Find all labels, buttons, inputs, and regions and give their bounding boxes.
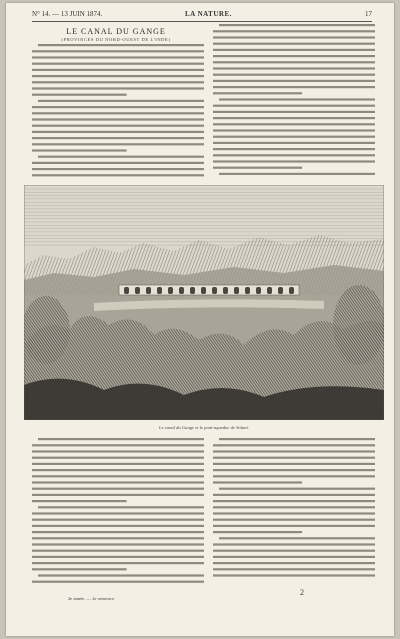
text-line: [213, 67, 375, 69]
text-line: [213, 562, 375, 564]
text-line: [213, 550, 375, 552]
running-header: [32, 10, 372, 20]
text-line: [32, 469, 204, 471]
text-line: [213, 36, 375, 38]
text-line: [32, 531, 204, 533]
figure-caption: Le canal du Gange et le pont-aqueduc de Solani.: [159, 425, 249, 430]
text-line: [32, 475, 204, 477]
text-line: [213, 457, 375, 459]
text-line: [213, 568, 375, 570]
text-line: [32, 488, 204, 490]
text-line: [32, 457, 204, 459]
arch: [212, 287, 217, 294]
arch: [245, 287, 250, 294]
text-line: [213, 574, 375, 576]
arch: [223, 287, 228, 294]
text-line: [32, 81, 204, 83]
text-line: [32, 568, 127, 570]
arch: [124, 287, 129, 294]
article-subtitle: (PROVINCES DU NORD-OUEST DE L'INDE): [61, 37, 171, 42]
text-line: [213, 160, 375, 162]
engraving-illustration: [24, 185, 384, 420]
column-text-bottom-right: [213, 438, 378, 588]
article-title: LE CANAL DU GANGE: [66, 27, 166, 36]
text-line: [32, 444, 204, 446]
text-line: [32, 106, 204, 108]
text-line: [213, 481, 302, 483]
text-line: [32, 550, 204, 552]
arch: [234, 287, 239, 294]
text-line: [32, 143, 204, 145]
text-line: [213, 525, 375, 527]
text-line: [32, 463, 204, 465]
text-line: [32, 174, 204, 176]
text-line: [32, 87, 204, 89]
text-line: [32, 118, 204, 120]
text-line: [213, 92, 302, 94]
text-line: [38, 506, 204, 508]
text-line: [32, 543, 204, 545]
text-line: [213, 111, 375, 113]
text-line: [32, 125, 204, 127]
arch: [289, 287, 294, 294]
text-line: [38, 44, 204, 46]
text-line: [213, 86, 375, 88]
arch: [135, 287, 140, 294]
text-line: [213, 80, 375, 82]
text-line: [219, 173, 375, 175]
text-line: [213, 105, 375, 107]
text-line: [32, 112, 204, 114]
text-line: [32, 137, 204, 139]
text-line: [38, 100, 204, 102]
text-line: [32, 537, 204, 539]
text-line: [219, 98, 375, 100]
column-text-bottom-left: [32, 438, 207, 593]
column-text-top-right: [213, 24, 378, 184]
arch: [278, 287, 283, 294]
arch: [190, 287, 195, 294]
text-line: [213, 167, 302, 169]
arch: [267, 287, 272, 294]
text-line: [32, 63, 204, 65]
text-line: [213, 148, 375, 150]
text-line: [213, 49, 375, 51]
text-line: [213, 123, 375, 125]
text-line: [219, 24, 375, 26]
arch: [179, 287, 184, 294]
text-line: [213, 142, 375, 144]
arch: [168, 287, 173, 294]
text-line: [213, 512, 375, 514]
text-line: [32, 162, 204, 164]
text-line: [213, 531, 302, 533]
text-line: [32, 500, 127, 502]
tree-right: [333, 285, 384, 365]
arch: [256, 287, 261, 294]
text-line: [219, 537, 375, 539]
text-line: [32, 168, 204, 170]
text-line: [213, 506, 375, 508]
page-number: 17: [365, 10, 372, 18]
issue-date: N° 14. — 13 JUIN 1874.: [32, 10, 103, 18]
text-line: [38, 156, 204, 158]
text-line: [32, 131, 204, 133]
text-line: [32, 556, 204, 558]
aqueduct-bridge: [119, 285, 299, 295]
signature-mark: 2: [300, 588, 304, 597]
column-text-top-left: [32, 44, 207, 184]
text-line: [213, 61, 375, 63]
text-line: [32, 525, 204, 527]
text-line: [32, 69, 204, 71]
text-line: [213, 494, 375, 496]
text-line: [213, 469, 375, 471]
text-line: [32, 75, 204, 77]
journal-title: LA NATURE.: [185, 10, 232, 18]
text-line: [32, 581, 204, 583]
text-line: [213, 463, 375, 465]
header-rule: [32, 21, 372, 22]
text-line: [32, 494, 204, 496]
text-line: [32, 94, 127, 96]
text-line: [213, 154, 375, 156]
arch: [157, 287, 162, 294]
text-line: [213, 74, 375, 76]
text-line: [213, 43, 375, 45]
text-line: [213, 129, 375, 131]
text-line: [32, 481, 204, 483]
text-line: [213, 450, 375, 452]
text-line: [213, 30, 375, 32]
text-line: [32, 512, 204, 514]
text-line: [32, 50, 204, 52]
text-line: [32, 56, 204, 58]
text-line: [213, 519, 375, 521]
text-line: [219, 438, 375, 440]
text-line: [38, 438, 204, 440]
arch: [146, 287, 151, 294]
text-line: [213, 136, 375, 138]
text-line: [213, 55, 375, 57]
text-line: [32, 450, 204, 452]
text-line: [213, 556, 375, 558]
tree-left: [24, 296, 70, 364]
volume-footer: 2e année. — 2e semestre.: [68, 596, 115, 601]
text-line: [213, 117, 375, 119]
text-line: [32, 149, 127, 151]
text-line: [213, 444, 375, 446]
text-line: [32, 562, 204, 564]
text-line: [38, 574, 204, 576]
text-line: [32, 519, 204, 521]
text-line: [219, 488, 375, 490]
text-line: [213, 543, 375, 545]
text-line: [213, 475, 375, 477]
arch: [201, 287, 206, 294]
text-line: [213, 500, 375, 502]
